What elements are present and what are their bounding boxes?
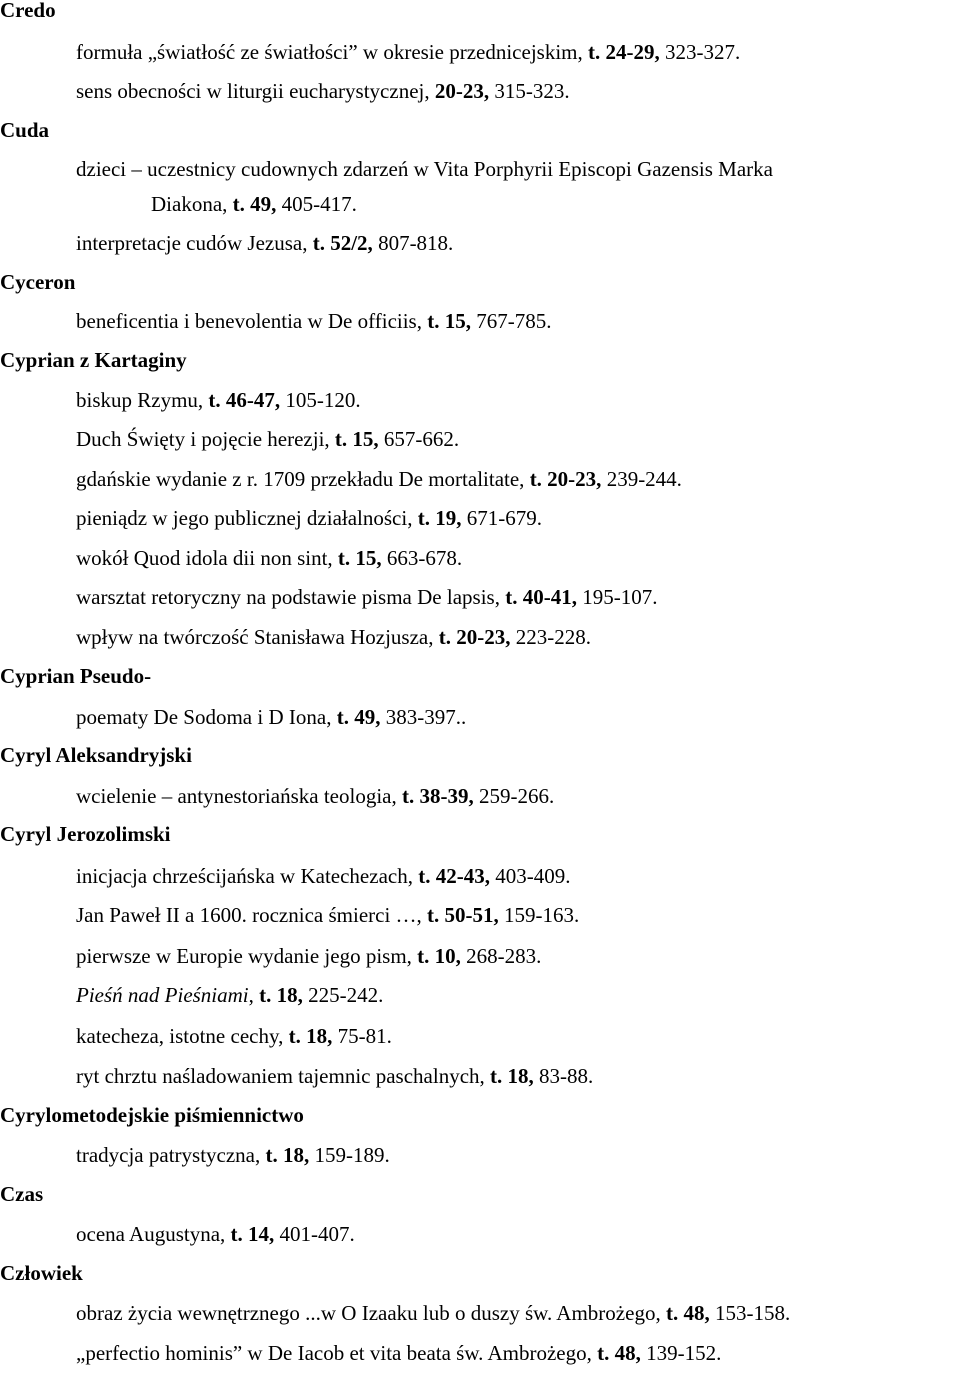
- entry-pages: 83-88.: [533, 1064, 594, 1088]
- headword: Cyprian Pseudo-: [0, 664, 152, 688]
- entry: [76, 469, 682, 490]
- entry-title-italic: Pieśń nad Pieśniami: [76, 983, 249, 1007]
- entry-volume: t. 15,: [334, 427, 379, 451]
- entry-volume: t. 19,: [417, 506, 462, 530]
- entry: [76, 311, 551, 332]
- headword: Credo: [0, 0, 56, 22]
- entry: [76, 1343, 721, 1364]
- entry-text: ryt chrztu naśladowaniem tajemnic paschalnych,: [76, 1064, 491, 1088]
- entry-volume: t. 20-23,: [529, 467, 602, 491]
- headword: Cuda: [0, 118, 50, 142]
- entry-text: Duch Święty i pojęcie herezji,: [76, 427, 335, 451]
- entry-volume: t. 18,: [265, 1143, 310, 1167]
- entry-volume: t. 24-29,: [588, 40, 660, 64]
- entry-text: beneficentia i benevolentia w De officiis,: [76, 309, 428, 333]
- entry-pages: 105-120.: [280, 388, 361, 412]
- entry: [76, 866, 570, 887]
- entry-text: biskup Rzymu,: [76, 388, 209, 412]
- entry-pages: 657-662.: [378, 427, 460, 451]
- entry-pages: 223-228.: [510, 625, 591, 649]
- entry-pages: 195-107.: [576, 585, 658, 609]
- headword: Cyrylometodejskie piśmiennictwo: [0, 1103, 304, 1127]
- headword: Cyryl Aleksandryjski: [0, 743, 192, 767]
- entry-pages: 268-283.: [460, 944, 542, 968]
- entry: [76, 548, 462, 569]
- entry-text: Diakona,: [151, 192, 233, 216]
- entry-text: Jan Paweł II a 1600. rocznica śmierci …,: [76, 903, 428, 927]
- entry-pages: 323-327.: [659, 40, 741, 64]
- entry-volume: t. 46-47,: [208, 388, 281, 412]
- entry: [76, 233, 453, 254]
- entry: [76, 508, 542, 529]
- entry: [76, 1026, 392, 1047]
- entry-volume: t. 42-43,: [418, 864, 490, 888]
- entry-text: wcielenie – antynestoriańska teologia,: [76, 784, 402, 808]
- entry: [76, 786, 554, 807]
- entry-pages: 259-266.: [473, 784, 555, 808]
- entry-text: pieniądz w jego publicznej działalności,: [76, 506, 418, 530]
- entry-text: wpływ na twórczość Stanisława Hozjusza,: [76, 625, 439, 649]
- entry-text: pierwsze w Europie wydanie jego pism,: [76, 944, 418, 968]
- entry-text: wokół Quod idola dii non sint,: [76, 546, 338, 570]
- entry-pages: 139-152.: [640, 1341, 722, 1365]
- entry: [76, 159, 773, 180]
- entry-text: inicjacja chrześcijańska w Katechezach,: [76, 864, 419, 888]
- entry-volume: t. 49,: [232, 192, 277, 216]
- entry-volume: t. 48,: [597, 1341, 641, 1365]
- entry-pages: 401-407.: [274, 1222, 355, 1246]
- entry-text: obraz życia wewnętrznego ...w O Izaaku lub o duszy św. Ambrożego,: [76, 1301, 666, 1325]
- entry: [76, 1303, 790, 1324]
- entry-volume: t. 18,: [259, 983, 303, 1007]
- entry-pages: 153-158.: [709, 1301, 791, 1325]
- entry: [76, 429, 459, 450]
- entry-volume: t. 40-41,: [505, 585, 577, 609]
- headword: Cyprian z Kartaginy: [0, 348, 187, 372]
- entry: [76, 390, 361, 411]
- entry-pages: 159-163.: [498, 903, 580, 927]
- entry-text: ocena Augustyna,: [76, 1222, 231, 1246]
- entry-pages: 383-397..: [380, 705, 467, 729]
- entry: [76, 905, 579, 926]
- entry-volume: t. 20-23,: [438, 625, 511, 649]
- entry-continuation: [151, 194, 357, 215]
- entry-volume: t. 38-39,: [401, 784, 474, 808]
- entry: [76, 81, 570, 102]
- entry: [76, 587, 657, 608]
- entry-pages: 75-81.: [332, 1024, 392, 1048]
- entry-text: gdańskie wydanie z r. 1709 przekładu De mortalitate,: [76, 467, 530, 491]
- entry-volume: t. 52/2,: [312, 231, 373, 255]
- entry-volume: t. 14,: [230, 1222, 275, 1246]
- headword: Człowiek: [0, 1261, 83, 1285]
- headword: Czas: [0, 1182, 44, 1206]
- entry-text: poematy De Sodoma i D Iona,: [76, 705, 337, 729]
- entry-volume: t. 15,: [427, 309, 471, 333]
- entry-text: formuła „światłość ze światłości” w okresie przednicejskim,: [76, 40, 588, 64]
- entry-volume: t. 49,: [336, 705, 381, 729]
- entry-pages: 403-409.: [489, 864, 571, 888]
- entry: [76, 707, 466, 728]
- entry: [76, 1145, 390, 1166]
- entry-text: tradycja patrystyczna,: [76, 1143, 266, 1167]
- entry: [76, 1224, 355, 1245]
- entry-pages: 159-189.: [309, 1143, 390, 1167]
- entry: [76, 1066, 593, 1087]
- entry-pages: 767-785.: [470, 309, 552, 333]
- entry-volume: t. 50-51,: [427, 903, 499, 927]
- entry: [76, 946, 541, 967]
- entry: [76, 985, 383, 1006]
- entry-pages: 663-678.: [381, 546, 463, 570]
- entry-text: katecheza, istotne cechy,: [76, 1024, 289, 1048]
- entry-text: sens obecności w liturgii eucharystycznej,: [76, 79, 435, 103]
- entry-text: interpretacje cudów Jezusa,: [76, 231, 313, 255]
- entry-volume: t. 10,: [417, 944, 461, 968]
- entry: [76, 627, 591, 648]
- entry: [76, 42, 740, 63]
- entry-text: dzieci – uczestnicy cudownych zdarzeń w Vita Porphyrii Episcopi Gazensis Marka: [76, 157, 773, 181]
- entry-volume: t. 18,: [288, 1024, 333, 1048]
- entry-volume: t. 15,: [337, 546, 382, 570]
- entry-pages: 807-818.: [372, 231, 454, 255]
- entry-text: „perfectio hominis” w De Iacob et vita beata św. Ambrożego,: [76, 1341, 598, 1365]
- entry-pages: 225-242.: [302, 983, 384, 1007]
- entry-volume: t. 48,: [665, 1301, 710, 1325]
- headword: Cyryl Jerozolimski: [0, 822, 171, 846]
- entry-text: warsztat retoryczny na podstawie pisma De lapsis,: [76, 585, 506, 609]
- entry-pages: 405-417.: [276, 192, 357, 216]
- headword: Cyceron: [0, 270, 76, 294]
- entry-text: ,: [248, 983, 260, 1007]
- entry-volume: t. 18,: [490, 1064, 534, 1088]
- entry-pages: 671-679.: [461, 506, 542, 530]
- entry-pages: 239-244.: [601, 467, 682, 491]
- entry-pages: 315-323.: [489, 79, 570, 103]
- entry-volume: 20-23,: [434, 79, 490, 103]
